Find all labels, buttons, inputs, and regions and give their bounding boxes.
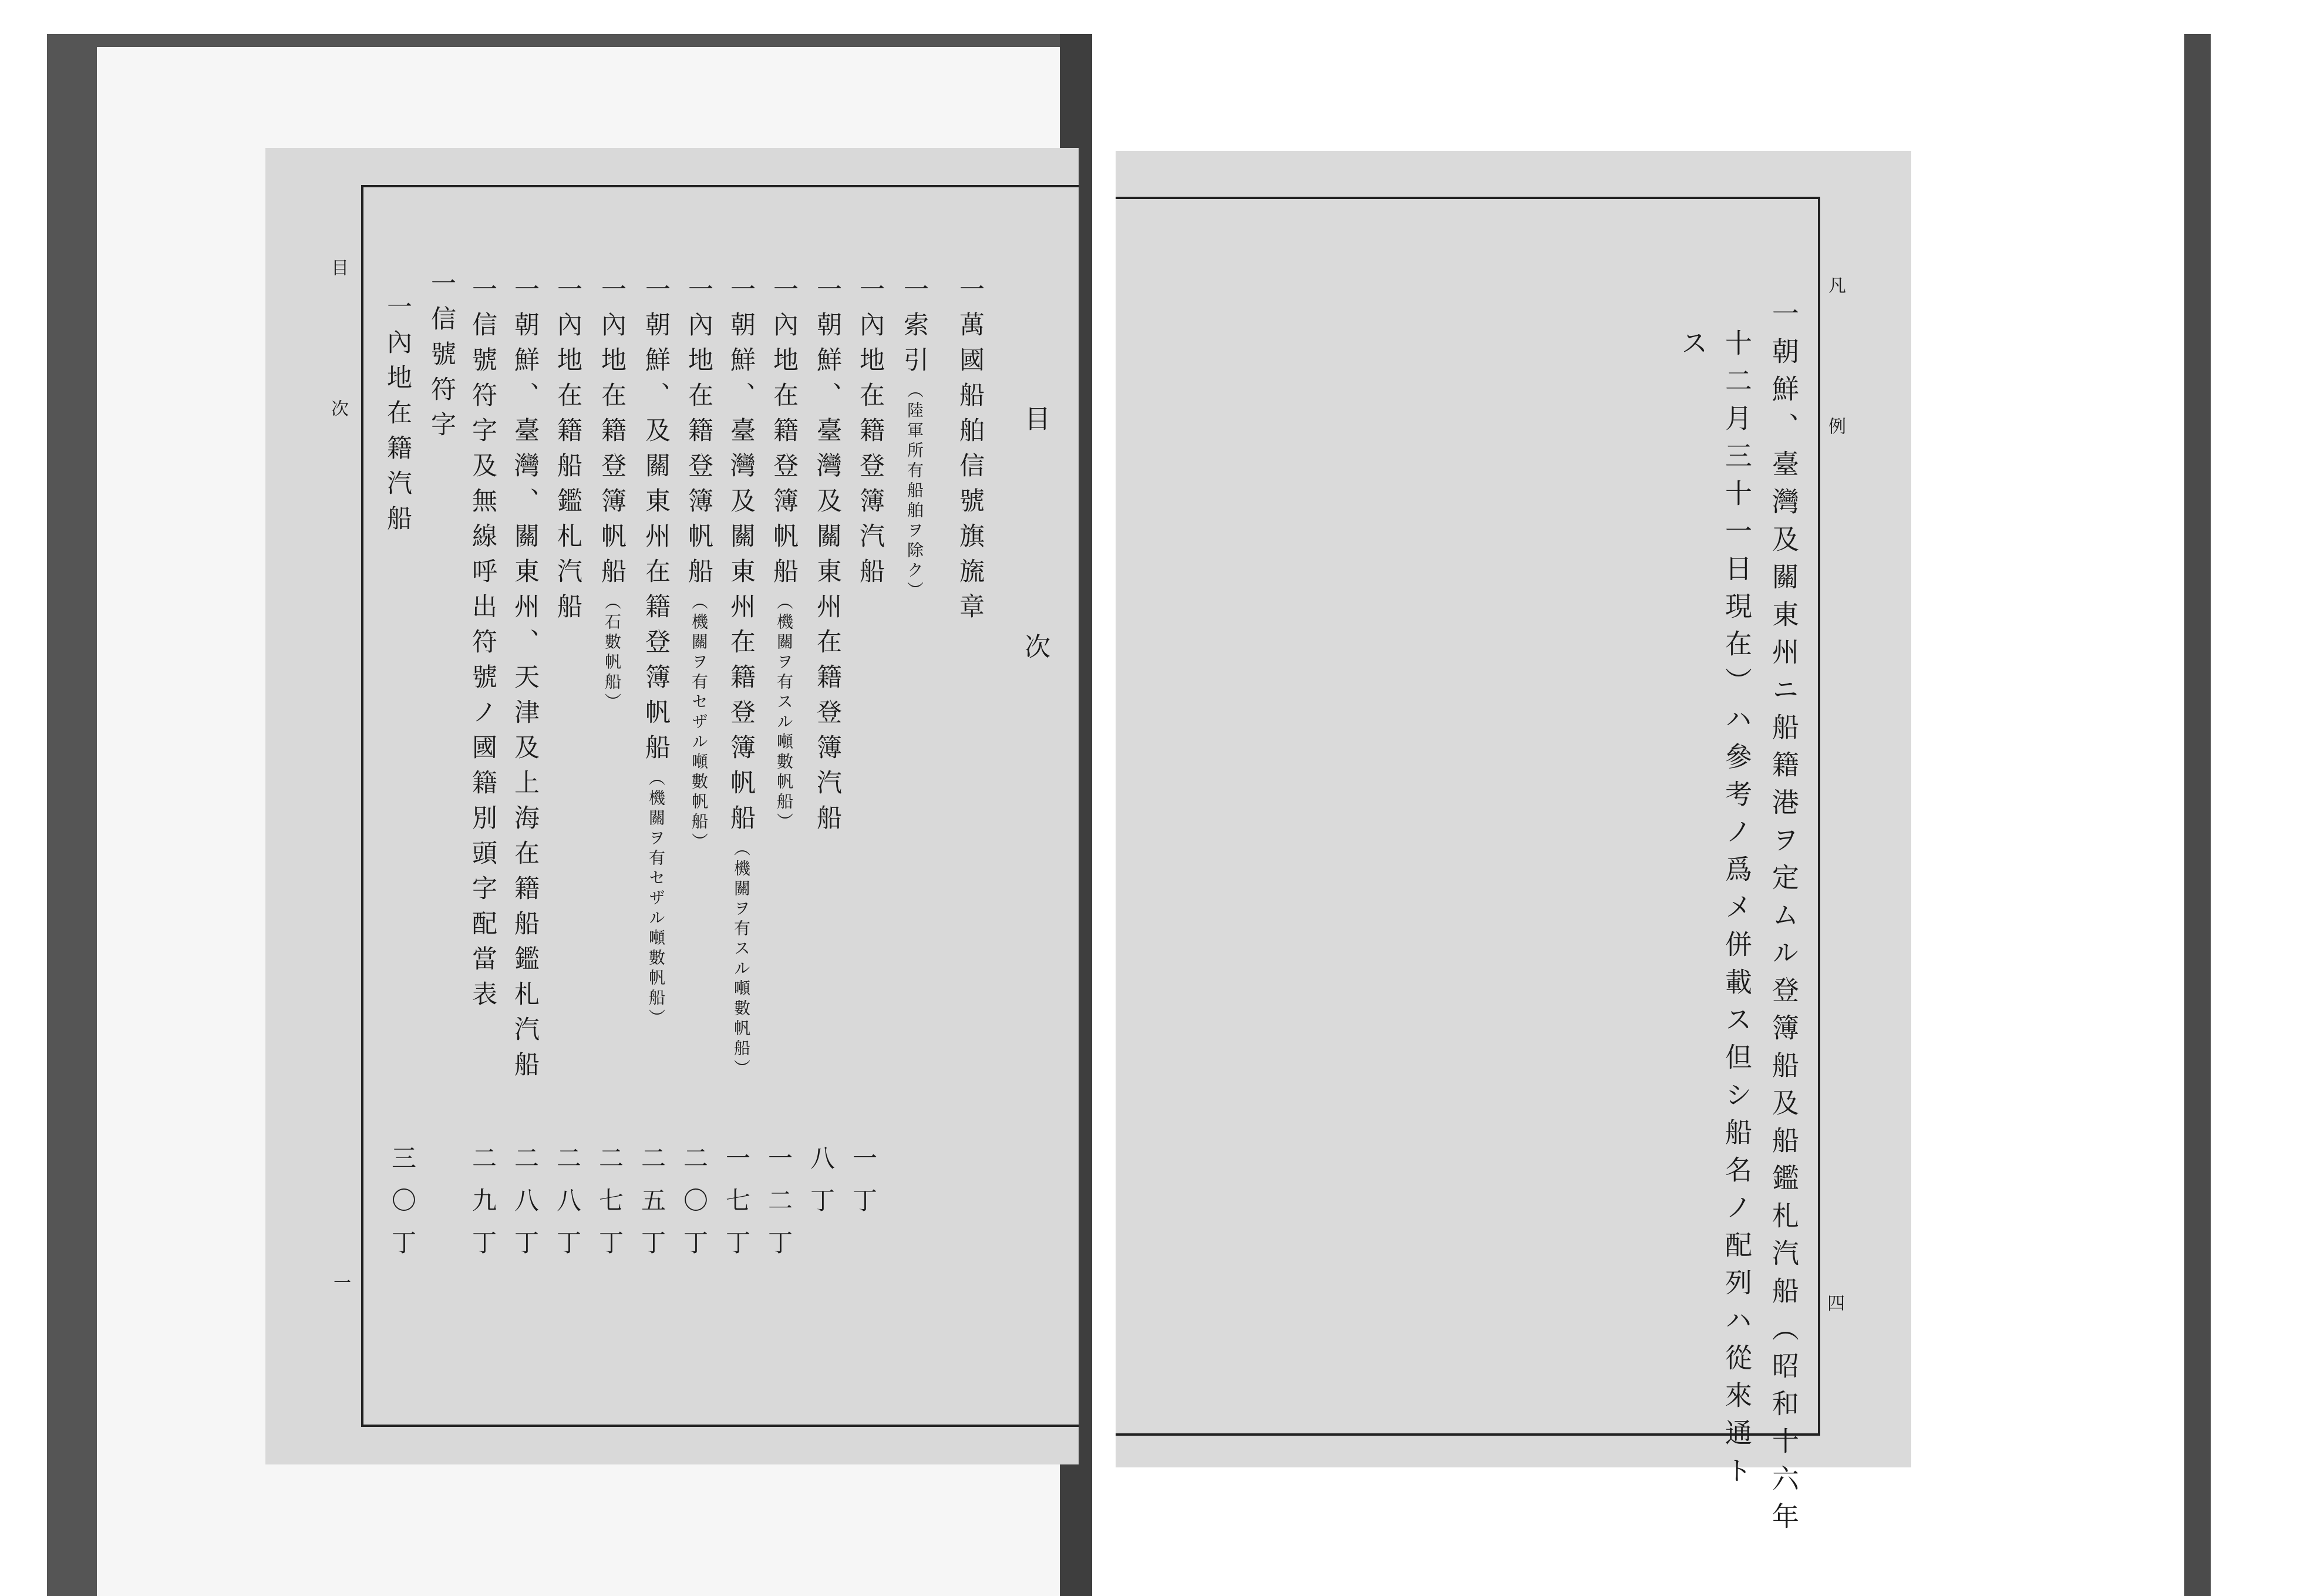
notes-line: ス [1677,329,1709,366]
toc-entry: 一朝鮮、及關東州在籍登簿帆船（機關ヲ有セザル噸數帆船） [641,276,671,1029]
notes-line: 一朝鮮、臺灣及關東州ニ船籍港ヲ定ムル登簿船及船鑑札汽船（昭和十六年 [1768,299,1800,1540]
notes-page-frame [1116,197,1820,1436]
toc-page-number: 二〇丁 [680,1145,709,1272]
notes-page-mark: 四 [1827,1294,1845,1314]
toc-page-number: 二五丁 [638,1145,666,1272]
toc-entry: 一內地在籍船鑑札汽船 [553,276,582,628]
toc-page-number: 二七丁 [595,1145,624,1272]
toc-entry: 一內地在籍登簿帆船（石數帆船） [597,276,627,713]
toc-page-number: 一七丁 [722,1145,751,1272]
toc-page-number: 三〇丁 [388,1145,417,1272]
toc-running-head: 目 次 [328,258,348,470]
toc-page-number: 二八丁 [511,1145,540,1272]
right-cover-edge [2184,34,2211,1596]
toc-entry: 一朝鮮、臺灣及關東州在籍登簿帆船（機關ヲ有スル噸數帆船） [726,276,756,1079]
toc-entry: 一內地在籍汽船 [383,294,412,540]
notes-line: 十二月三十一日現在）ハ參考ノ爲メ併載ス但シ船名ノ配列ハ從來通ト [1721,329,1753,1494]
toc-page-number: 二八丁 [553,1145,582,1272]
toc-entry: 一朝鮮、臺灣及關東州在籍登簿汽船 [813,276,842,840]
toc-entry: 一內地在籍登簿汽船 [856,276,885,593]
toc-entry: 一朝鮮、臺灣、關東州、天津及上海在籍船鑑札汽船 [510,276,540,1086]
toc-heading: 目 次 [1020,405,1050,747]
toc-entry: 一信號符字 [427,270,456,446]
toc-entry: 一信號符字及無線呼出符號ノ國籍別頭字配當表 [468,276,497,1016]
notes-running-head: 凡 例 [1825,276,1845,487]
toc-entry: 一內地在籍登簿帆船（機關ヲ有スル噸數帆船） [769,276,799,833]
toc-page-mark: 一 [334,1273,351,1294]
toc-page-number: 八丁 [807,1145,836,1230]
toc-entry: 一索引（陸軍所有船舶ヲ除ク） [900,276,929,601]
toc-page-number: 一丁 [849,1145,878,1230]
toc-page-number: 二九丁 [469,1145,497,1272]
toc-entry: 一萬國船舶信號旗旒章 [955,276,985,628]
toc-page-number: 一二丁 [764,1145,793,1272]
toc-entry: 一內地在籍登簿帆船（機關ヲ有セザル噸數帆船） [684,276,713,853]
